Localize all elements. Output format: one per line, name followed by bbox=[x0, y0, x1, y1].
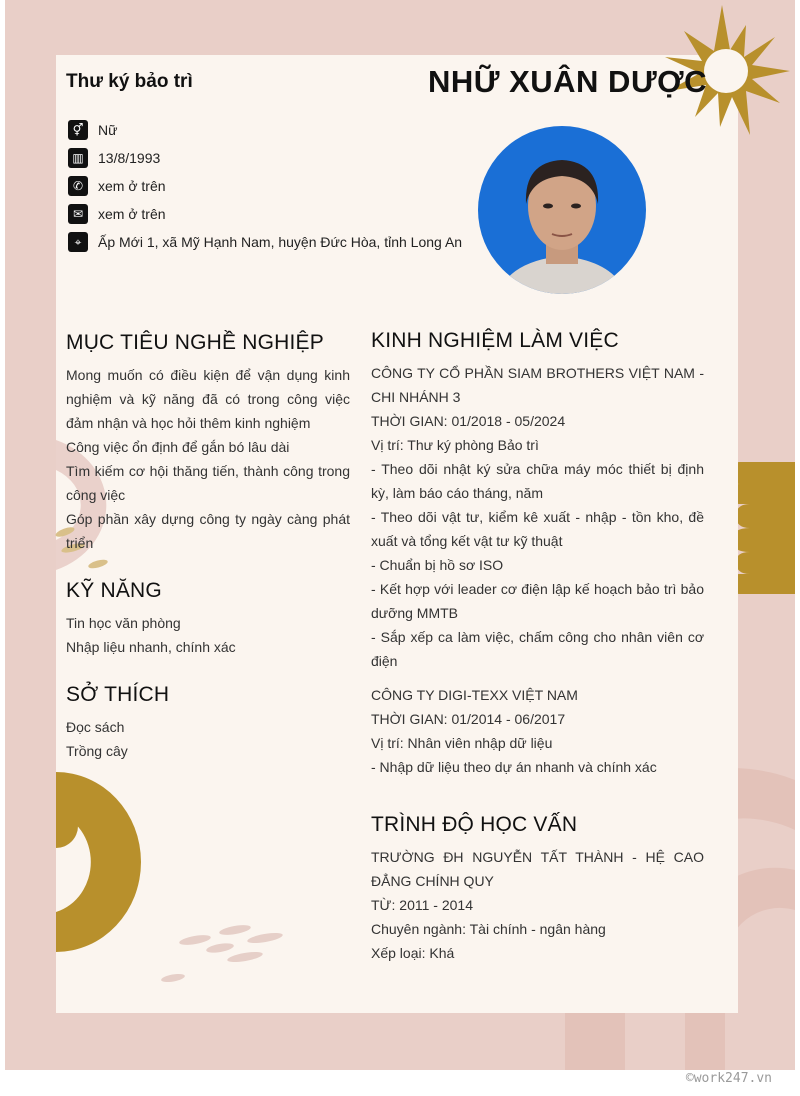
hobbies-list bbox=[66, 715, 350, 763]
experience-title: KINH NGHIỆM LÀM VIỆC bbox=[371, 329, 619, 352]
job-title: Thư ký bảo trì bbox=[66, 71, 193, 92]
job-duty: - Theo dõi vật tư, kiểm kê xuất - nhập - tồn kho, đề xuất và tổng kết vật tư kỹ thuật bbox=[371, 509, 704, 549]
contact-birthday-value: 13/8/1993 bbox=[98, 150, 161, 166]
objective-item: Công việc ổn định để gắn bó lâu dài bbox=[66, 439, 290, 455]
job-duty: - Theo dõi nhật ký sửa chữa máy móc thiết bị định kỳ, làm báo cáo tháng, năm bbox=[371, 461, 704, 501]
skills-list bbox=[66, 611, 350, 659]
job-1 bbox=[371, 361, 704, 673]
skill-item: Nhập liệu nhanh, chính xác bbox=[66, 639, 236, 655]
contact-phone bbox=[68, 175, 166, 197]
hobbies-title: SỞ THÍCH bbox=[66, 683, 170, 706]
hobby-item: Trồng cây bbox=[66, 743, 128, 759]
skills-title: KỸ NĂNG bbox=[66, 579, 162, 602]
contact-email-value: xem ở trên bbox=[98, 206, 166, 222]
contact-birthday bbox=[68, 147, 160, 169]
job-company: CÔNG TY DIGI-TEXX VIỆT NAM bbox=[371, 687, 578, 703]
job-duty: - Chuẩn bị hồ sơ ISO bbox=[371, 557, 504, 573]
contact-email bbox=[68, 203, 166, 225]
mail-icon: ✉ bbox=[68, 204, 88, 224]
job-company: CÔNG TY CỔ PHẦN SIAM BROTHERS VIỆT NAM - CHI NHÁNH 3 bbox=[371, 365, 704, 405]
education-title: TRÌNH ĐỘ HỌC VẤN bbox=[371, 813, 578, 836]
job-2 bbox=[371, 683, 704, 779]
education-grade: Xếp loại: Khá bbox=[371, 945, 455, 961]
job-position: Vị trí: Nhân viên nhập dữ liệu bbox=[371, 735, 553, 751]
pink-dots-decoration bbox=[155, 920, 295, 990]
contact-gender bbox=[68, 119, 117, 141]
education-period: TỪ: 2011 - 2014 bbox=[371, 897, 473, 913]
contact-gender-value: Nữ bbox=[98, 122, 118, 138]
education-details bbox=[371, 845, 704, 965]
job-position: Vị trí: Thư ký phòng Bảo trì bbox=[371, 437, 539, 453]
contact-address-value: Ấp Mới 1, xã Mỹ Hạnh Nam, huyện Đức Hòa, tỉnh Long An bbox=[98, 234, 463, 250]
job-duty: - Nhập dữ liệu theo dự án nhanh và chính xác bbox=[371, 759, 657, 775]
objective-list bbox=[66, 363, 350, 555]
watermark: ©work247.vn bbox=[685, 1071, 772, 1086]
gender-icon: ⚥ bbox=[68, 120, 88, 140]
education-school: TRƯỜNG ĐH NGUYỄN TẤT THÀNH - HỆ CAO ĐẲNG CHÍNH QUY bbox=[371, 849, 704, 889]
skill-item: Tin học văn phòng bbox=[66, 615, 181, 631]
contact-phone-value: xem ở trên bbox=[98, 178, 166, 194]
job-time: THỜI GIAN: 01/2014 - 06/2017 bbox=[371, 711, 566, 727]
birthday-cake-icon: ▥ bbox=[68, 148, 88, 168]
job-duty: - Kết hợp với leader cơ điện lập kế hoạch bảo trì bảo dưỡng MMTB bbox=[371, 581, 704, 621]
education-major: Chuyên ngành: Tài chính - ngân hàng bbox=[371, 921, 606, 937]
location-pin-icon: ⌖ bbox=[68, 232, 88, 252]
objective-title: MỤC TIÊU NGHỀ NGHIỆP bbox=[66, 331, 324, 354]
gold-half-circle-decoration bbox=[56, 772, 146, 962]
objective-item: Góp phần xây dựng công ty ngày càng phát triển bbox=[66, 511, 350, 551]
contact-address bbox=[68, 231, 462, 253]
job-time: THỜI GIAN: 01/2018 - 05/2024 bbox=[371, 413, 566, 429]
avatar bbox=[478, 126, 646, 294]
candidate-name: NHỮ XUÂN DƯỢC bbox=[428, 64, 707, 99]
phone-icon: ✆ bbox=[68, 176, 88, 196]
hobby-item: Đọc sách bbox=[66, 719, 125, 735]
job-duty: - Sắp xếp ca làm việc, chấm công cho nhân viên cơ điện bbox=[371, 629, 704, 669]
objective-item: Mong muốn có điều kiện để vận dụng kinh nghiệm và kỹ năng đã có trong công việc đảm nhận và học hỏi thêm kinh nghiệm bbox=[66, 367, 350, 431]
objective-item: Tìm kiếm cơ hội thăng tiến, thành công trong công việc bbox=[66, 463, 350, 503]
